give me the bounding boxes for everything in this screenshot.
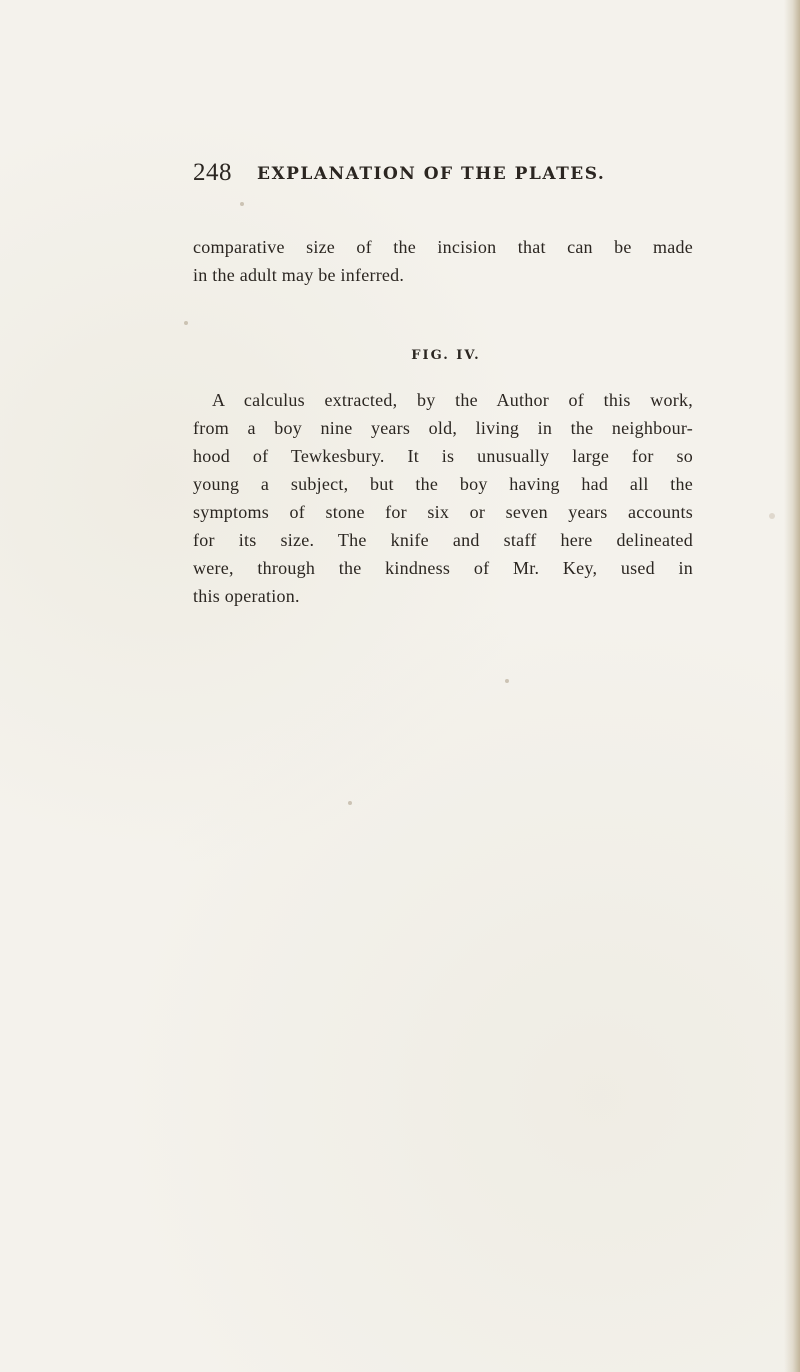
figure-label: [0, 347, 800, 365]
intro-line-2: in the adult may be inferred.: [193, 265, 405, 285]
figure-line-4: young a subject, but the boy having had all the: [193, 474, 693, 494]
paper-speck: [348, 801, 352, 805]
figure-description: [193, 386, 693, 610]
page-edge-shadow: [784, 0, 800, 1372]
paper-speck: [505, 679, 509, 683]
figure-label-text: FIG. IV.: [411, 348, 481, 363]
figure-line-2: from a boy nine years old, living in the neighbour-: [193, 418, 693, 438]
paper-speck: [184, 321, 188, 325]
paper-speck: [769, 513, 775, 519]
figure-line-1: A calculus extracted, by the Author of this work,: [212, 390, 693, 410]
figure-line-3: hood of Tewkesbury. It is unusually large for so: [193, 446, 693, 466]
figure-line-8: this operation.: [193, 586, 300, 606]
intro-line-1: comparative size of the incision that can be made: [193, 237, 693, 257]
page-header: [193, 158, 673, 192]
paper-speck: [240, 202, 244, 206]
running-title: EXPLANATION OF THE PLATES.: [257, 164, 606, 184]
page-number: 248: [193, 159, 232, 186]
figure-line-5: symptoms of stone for six or seven years accounts: [193, 502, 693, 522]
figure-line-6: for its size. The knife and staff here delineated: [193, 530, 693, 550]
intro-paragraph: [193, 233, 693, 289]
figure-line-7: were, through the kindness of Mr. Key, used in: [193, 558, 693, 578]
